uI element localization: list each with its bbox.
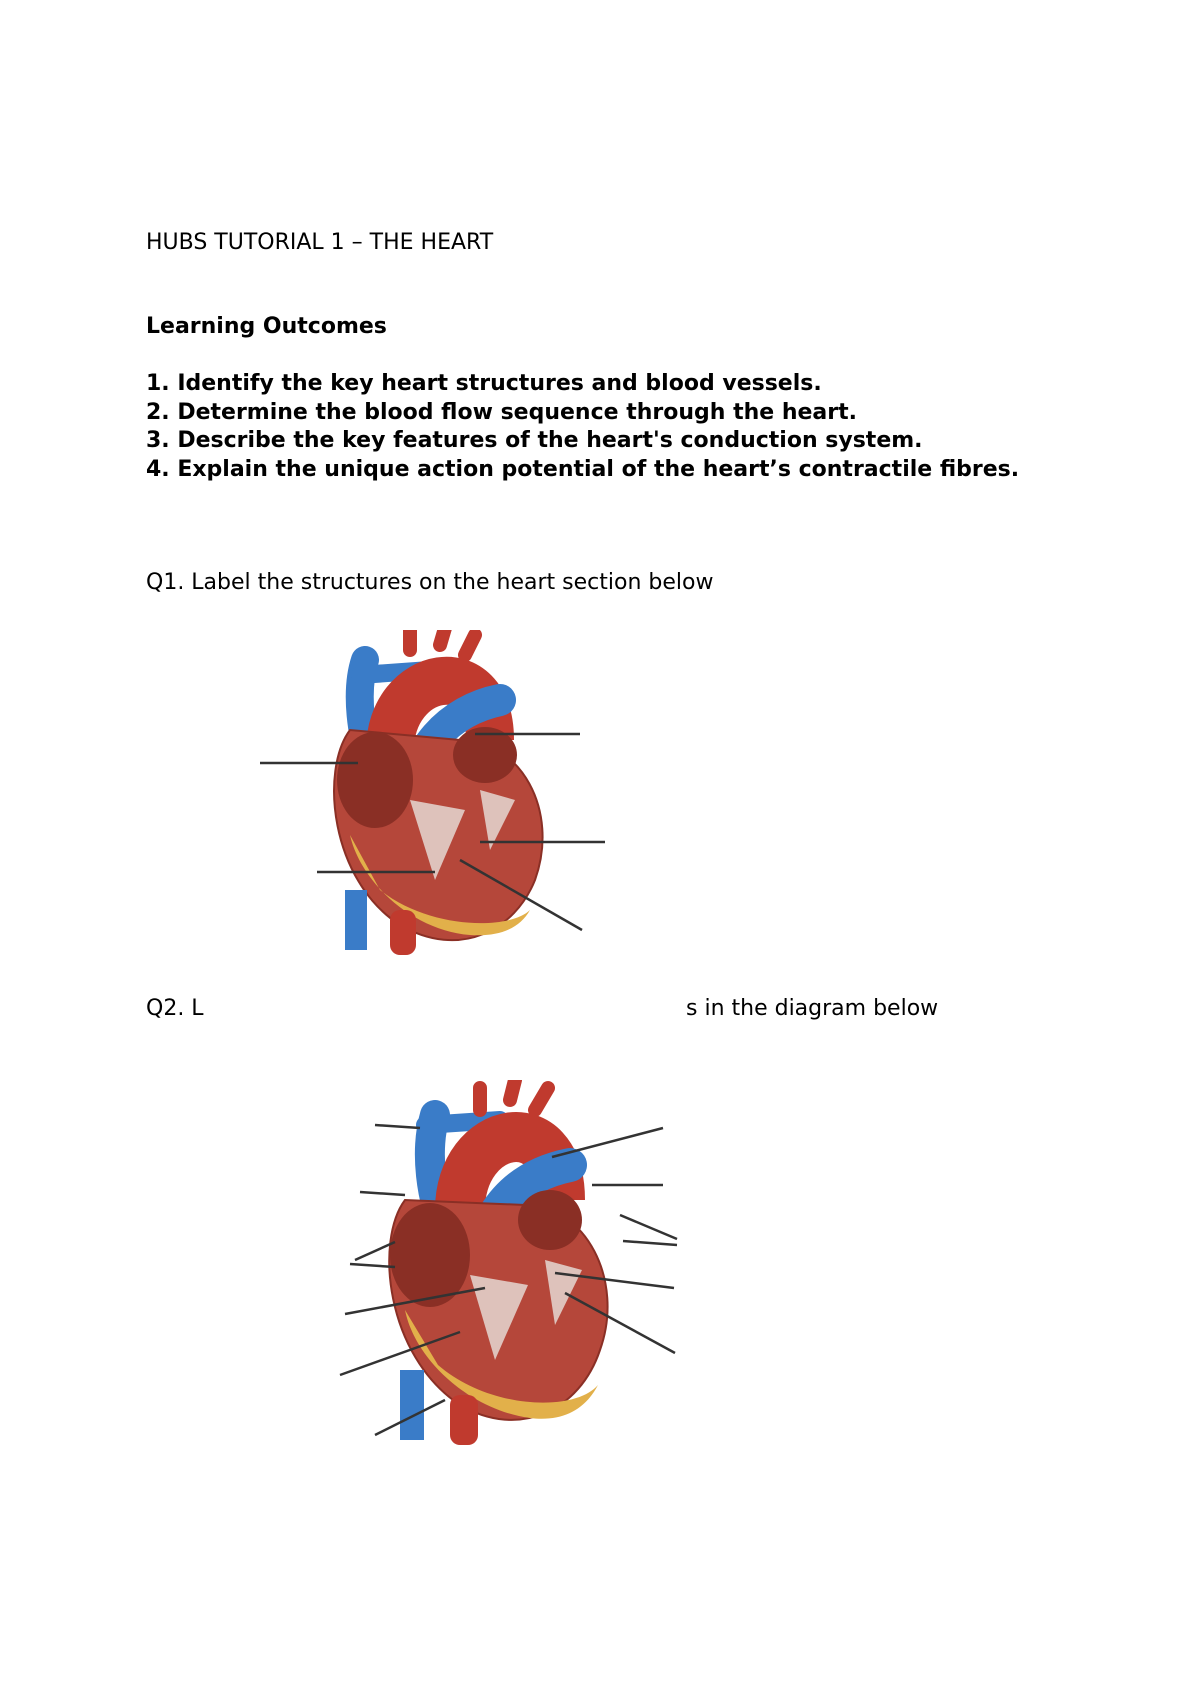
question-2-end: s in the diagram below — [686, 996, 939, 1021]
page-title: HUBS TUTORIAL 1 – THE HEART — [146, 230, 494, 255]
question-1: Q1. Label the structures on the heart section below — [146, 570, 714, 595]
question-2 — [146, 996, 939, 1021]
heart-diagram-2 — [330, 1080, 690, 1460]
outcome-item: 3. Describe the key features of the heart's conduction system. — [146, 428, 923, 453]
learning-outcomes-heading: Learning Outcomes — [146, 314, 387, 339]
heart-section-icon — [260, 630, 640, 970]
learning-outcomes-list — [146, 370, 1046, 484]
outcome-item: 4. Explain the unique action potential of the heart’s contractile fibres. — [146, 456, 1020, 482]
outcome-item: 2. Determine the blood flow sequence through the heart. — [146, 399, 858, 425]
outcome-item: 1. Identify the key heart structures and blood vessels. — [146, 371, 822, 396]
question-2-start: Q2. L — [146, 996, 204, 1021]
heart-diagram-1 — [260, 630, 640, 970]
heart-section-icon — [330, 1080, 690, 1460]
